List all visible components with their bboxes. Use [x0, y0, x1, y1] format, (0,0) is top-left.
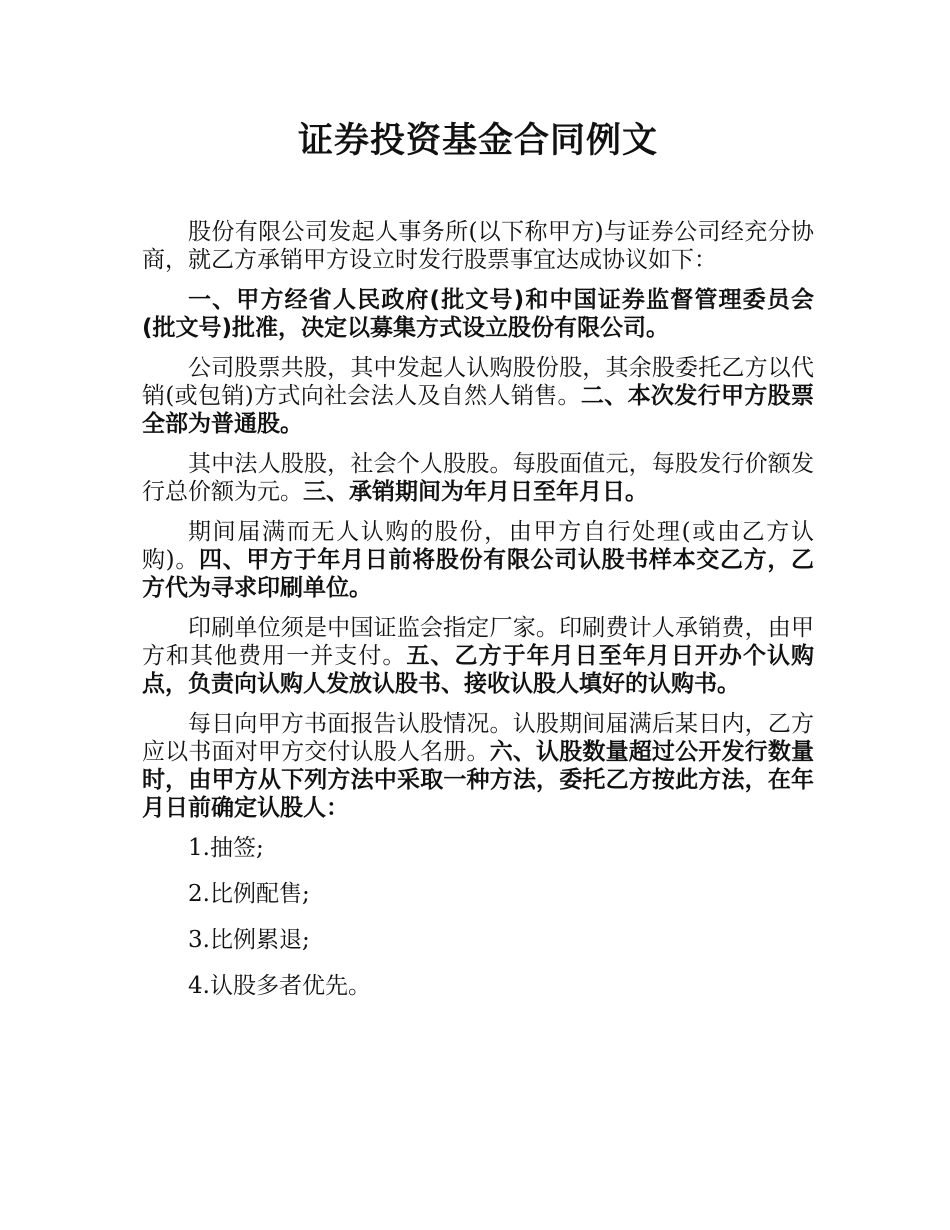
- clause-1: 一、甲方经省人民政府(批文号)和中国证券监督管理委员会(批文号)批准，决定以募集方式设立股份有限公司。: [142, 287, 814, 341]
- document-page: [142, 112, 814, 1018]
- paragraph-5-text: 印刷单位须是中国证监会指定厂家。印刷费计人承销费，由甲方和其他费用一并支付。: [142, 615, 814, 669]
- paragraph-4-text: 期间届满而无人认购的股份，由甲方自行处理(或由乙方认购)。: [142, 519, 814, 573]
- list-item: 1.抽签;: [188, 835, 264, 861]
- list-item: 4.认股多者优先。: [188, 973, 371, 999]
- paragraph-2-text: 公司股票共股，其中发起人认购股份股，其余股委托乙方以代销(或包销)方式向社会法人及自然人销售。: [142, 355, 814, 409]
- clause-5: 五、乙方于年月日至年月日开办个认购点，负责向认购人发放认股书、接收认股人填好的认购书。: [142, 643, 815, 697]
- paragraph-6-text: 每日向甲方书面报告认股情况。认股期间届满后某日内，乙方应以书面对甲方交付认股人名册。: [142, 711, 814, 765]
- paragraph-5: [142, 614, 814, 698]
- paragraph-3: [142, 450, 814, 506]
- paragraph-2: [142, 354, 814, 438]
- clause-4: 四、甲方于年月日前将股份有限公司认股书样本交乙方，乙方代为寻求印刷单位。: [142, 547, 814, 601]
- paragraph-3-text: 其中法人股股，社会个人股股。每股面值元，每股发行价额发行总价额为元。: [142, 451, 814, 505]
- paragraph-4: [142, 518, 814, 602]
- document-title: 证券投资基金合同例文: [297, 121, 658, 161]
- paragraph-6: [142, 710, 814, 822]
- list-item: 3.比例累退;: [188, 927, 310, 953]
- clause-2: 二、本次发行甲方股票全部为普通股。: [142, 383, 814, 437]
- intro-paragraph: 股份有限公司发起人事务所(以下称甲方)与证券公司经充分协商，就乙方承销甲方设立时发行股票事宜达成协议如下：: [142, 219, 814, 273]
- list-item: 2.比例配售;: [188, 881, 310, 907]
- clause-3: 三、承销期间为年月日至年月日。: [303, 479, 648, 505]
- clause-6: 六、认股数量超过公开发行数量时，由甲方从下列方法中采取一种方法，委托乙方按此方法，在年月日前确定认股人：: [142, 739, 815, 821]
